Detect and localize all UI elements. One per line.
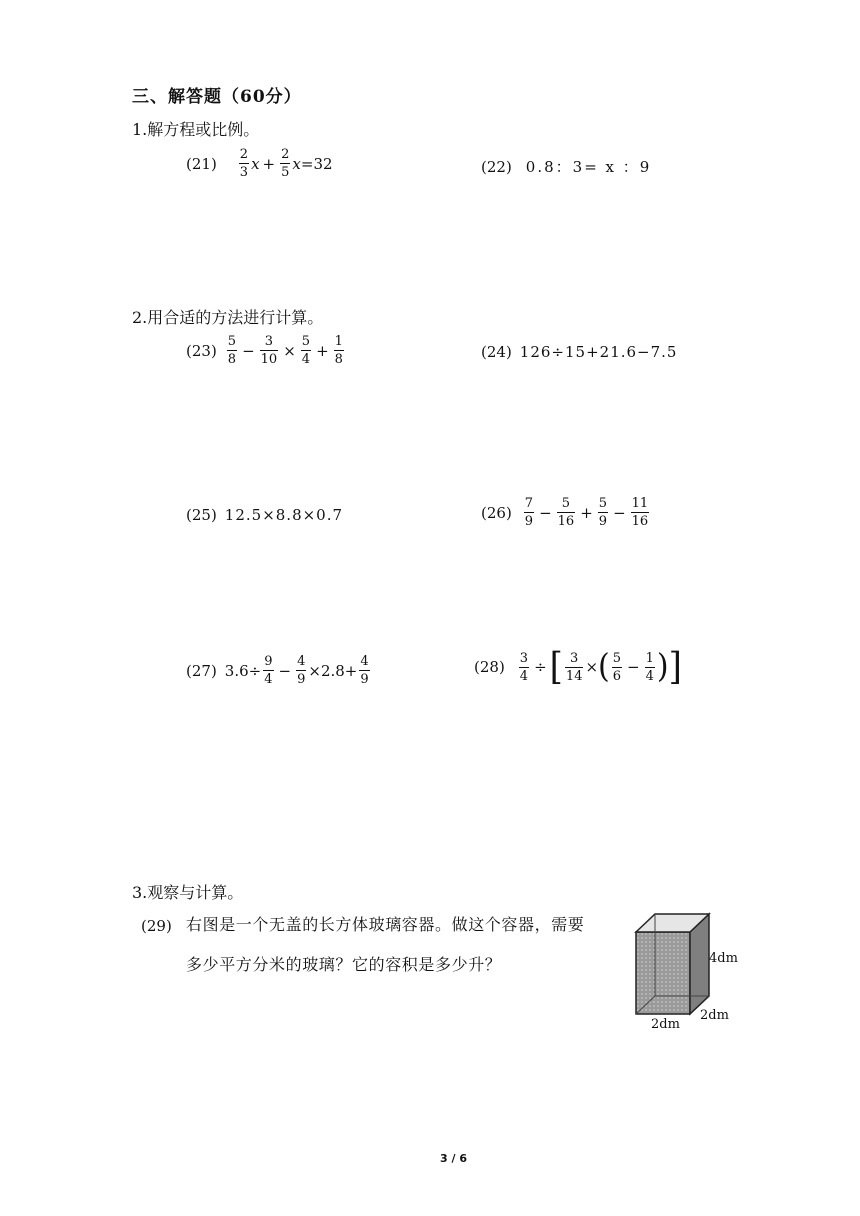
left-bracket: [ <box>549 645 563 689</box>
question-expression: 12.5×8.8×0.7 <box>224 506 344 524</box>
fraction: $\frac{4}{9}$ <box>297 654 306 687</box>
fraction: $\frac{3}{14}$ <box>565 650 583 684</box>
question-29-line2: 多少平方分米的玻璃？它的容积是多少升？ <box>186 955 502 974</box>
part3-title: 3.观察与计算。 <box>132 883 244 902</box>
front-face <box>636 932 690 1014</box>
part2-title: 2.用合适的方法进行计算。 <box>132 308 324 327</box>
fraction: $\frac{7}{9}$ <box>524 496 534 529</box>
question-number: (25) <box>186 506 217 524</box>
fraction: $\frac{3}{10}$ <box>260 334 278 367</box>
page-number: 3 / 6 <box>440 1152 467 1165</box>
fraction: $\frac{5}{9}$ <box>598 496 608 529</box>
question-28: (28) $\frac{3}{4}$ ÷ [ $\frac{3}{14}$ × ( $\frac{5}{6}$ − $\frac{1}{4}$ ) ] <box>474 645 682 689</box>
question-number: (26) <box>481 503 512 522</box>
width-label: 2dm <box>700 1008 729 1023</box>
question-22 <box>481 156 651 177</box>
fraction: $\frac{5}{8}$ <box>227 334 237 367</box>
question-number: (27) <box>186 661 217 680</box>
right-paren: ) <box>656 647 669 686</box>
question-number: (23) <box>186 341 217 360</box>
question-29-line1: 右图是一个无盖的长方体玻璃容器。做这个容器，需要 <box>186 915 585 934</box>
part1-title: 1.解方程或比例。 <box>132 120 260 139</box>
question-number: (24) <box>481 343 512 361</box>
height-label: 4dm <box>709 951 738 966</box>
question-expression: 126÷15+21.6−7.5 <box>519 343 678 361</box>
question-24 <box>481 343 677 361</box>
question-27: (27) 3.6÷ $\frac{9}{4}$ − $\frac{4}{9}$ ×2.8+ $\frac{4}{9}$ <box>186 654 369 687</box>
question-29-number: (29) <box>141 917 172 935</box>
fraction: $\frac{1}{4}$ <box>645 650 654 684</box>
length-label: 2dm <box>651 1017 680 1032</box>
fraction: $\frac{2}{5}$ <box>281 147 290 180</box>
fraction: $\frac{2}{3}$ <box>239 147 249 180</box>
fraction: $\frac{5}{4}$ <box>301 334 311 367</box>
fraction: $\frac{3}{4}$ <box>519 650 529 684</box>
question-number: (28) <box>474 658 505 676</box>
question-expression: 0.8：3= x ：9 <box>525 158 652 176</box>
question-23: (23) $\frac{5}{8}$ − $\frac{3}{10}$ × $\frac{5}{4}$ + $\frac{1}{8}$ <box>186 334 343 367</box>
right-bracket: ] <box>668 645 682 689</box>
question-25 <box>186 506 343 524</box>
fraction: $\frac{11}{16}$ <box>631 496 649 529</box>
fraction: $\frac{5}{16}$ <box>557 496 575 529</box>
fraction: $\frac{9}{4}$ <box>264 654 273 687</box>
question-number: (21) <box>186 154 217 173</box>
fraction: $\frac{5}{6}$ <box>612 650 622 684</box>
fraction: $\frac{4}{9}$ <box>360 654 369 687</box>
left-paren: ( <box>598 647 610 686</box>
question-number: (22) <box>481 157 512 176</box>
section-title: 三、解答题（60分） <box>132 87 302 107</box>
question-21: (21) $\frac{2}{3}$ x + $\frac{2}{5}$ x =32 <box>186 147 333 180</box>
fraction: $\frac{1}{8}$ <box>334 334 343 367</box>
question-26: (26) $\frac{7}{9}$ − $\frac{5}{16}$ + $\frac{5}{9}$ − $\frac{11}{16}$ <box>481 496 649 529</box>
